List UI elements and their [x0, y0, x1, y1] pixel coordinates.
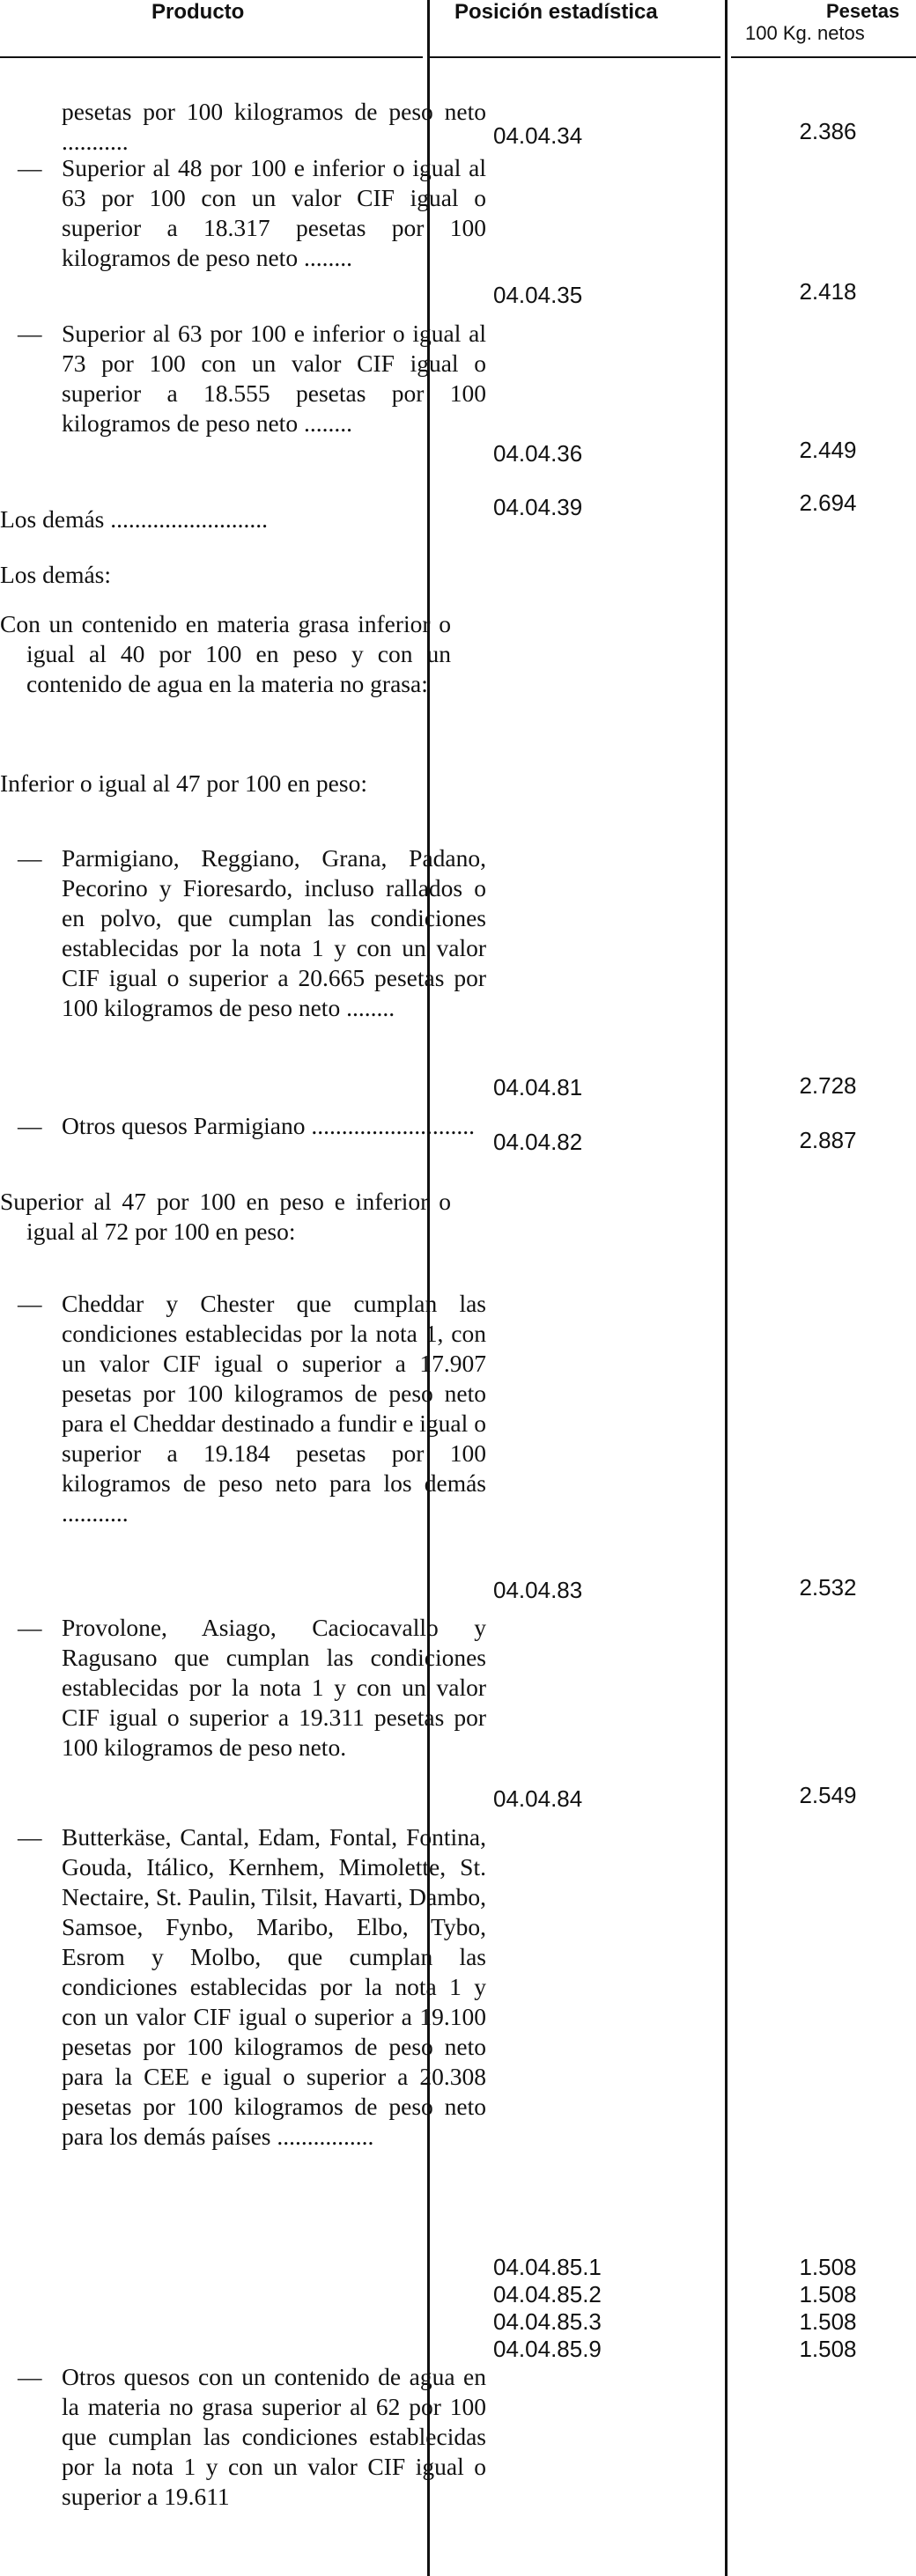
product-item: — Cheddar y Chester que cumplan las condiciones establecidas por la nota 1, con un valor CIF igual o superior a 17.907 pesetas por 100 kilogramos de peso neto para el Cheddar destinado a fundir e igual o superior a 19.184 pesetas por 100 kilogramos de peso neto para los demás ...........	[18, 1290, 486, 1527]
product-item: — Otros quesos Parmigiano ...........................	[18, 1112, 476, 1139]
pesetas-value: 2.549	[799, 1782, 857, 1808]
item-dash: —	[18, 1614, 42, 1641]
product-item: — Otros quesos con un contenido de agua en la materia no grasa superior al 62 por 100 que cumplan las condiciones establecidas por la nota 1 y con un valor CIF igual o superior a 19.611	[18, 2363, 486, 2510]
pesetas-value: 2.449	[799, 437, 857, 463]
position-code: 04.04.85.3	[493, 2308, 602, 2335]
item-dash: —	[18, 320, 42, 347]
pesetas-value: 2.532	[799, 1574, 857, 1601]
position-code: 04.04.83	[493, 1577, 583, 1603]
pesetas-value: 2.728	[799, 1072, 857, 1099]
position-code: 04.04.36	[493, 440, 583, 467]
position-code: 04.04.34	[493, 122, 583, 149]
column-header-pesetas: Pesetas	[826, 0, 900, 22]
position-code: 04.04.84	[493, 1785, 583, 1812]
position-code: 04.04.39	[493, 494, 583, 520]
header-rule-middle	[430, 56, 720, 58]
position-code: 04.04.82	[493, 1129, 583, 1155]
position-code-list	[493, 2254, 602, 2363]
product-item: — Provolone, Asiago, Caciocavallo y Ragusano que cumplan las condiciones establecidas por la nota 1 y con un valor CIF igual o superior a 19.311 pesetas por 100 kilogramos de peso neto.	[18, 1614, 486, 1761]
column-divider-right	[725, 0, 728, 2576]
pesetas-value: 1.508	[799, 2254, 857, 2280]
product-heading: Inferior o igual al 47 por 100 en peso:	[0, 769, 367, 797]
product-heading: Los demás:	[0, 561, 112, 588]
pesetas-value: 2.694	[799, 489, 857, 516]
pesetas-value: 1.508	[799, 2336, 857, 2362]
column-header-producto: Producto	[151, 0, 245, 24]
pesetas-value: 2.887	[799, 1127, 857, 1153]
item-dash: —	[18, 1823, 42, 1851]
product-heading: Superior al 47 por 100 en peso e inferior o igual al 72 por 100 en peso:	[0, 1188, 451, 1245]
item-dash: —	[18, 1112, 42, 1139]
position-code: 04.04.35	[493, 282, 583, 308]
product-item: — Superior al 48 por 100 e inferior o igual al 63 por 100 con un valor CIF igual o superior a 18.317 pesetas por 100 kilogramos de peso neto ........	[18, 154, 486, 271]
pesetas-value: 2.386	[799, 118, 857, 144]
header-rule-right	[731, 56, 916, 58]
pesetas-value-list	[766, 2254, 890, 2363]
position-code: 04.04.85.9	[493, 2336, 602, 2362]
position-code: 04.04.85.2	[493, 2281, 602, 2307]
item-dash: —	[18, 2363, 42, 2390]
pesetas-value: 1.508	[799, 2308, 857, 2335]
position-code: 04.04.81	[493, 1074, 583, 1100]
product-item: — Superior al 63 por 100 e inferior o igual al 73 por 100 con un valor CIF igual o superior a 18.555 pesetas por 100 kilogramos de peso neto ........	[18, 320, 486, 437]
item-dash: —	[18, 844, 42, 872]
column-header-kg: 100 Kg. netos	[745, 22, 865, 44]
column-header-posicion: Posición estadística	[454, 0, 658, 24]
product-item: — Butterkäse, Cantal, Edam, Fontal, Fontina, Gouda, Itálico, Kernhem, Mimolette, St. Nectaire, St. Paulin, Tilsit, Havarti, Dambo, Samsoe, Fynbo, Maribo, Elbo, Tybo, Esrom y Molbo, que cumplan las condiciones establecidas por la nota 1 y con un valor CIF igual o superior a 19.100 pesetas por 100 kilogramos de peso neto para la CEE e igual o superior a 20.308 pesetas por 100 kilogramos de peso neto para los demás países ................	[18, 1823, 486, 2150]
product-heading: Con un contenido en materia grasa inferior o igual al 40 por 100 en peso y con un contenido de agua en la materia no grasa:	[0, 610, 451, 697]
pesetas-value: 1.508	[799, 2281, 857, 2307]
item-dash: —	[18, 154, 42, 181]
item-dash: —	[18, 1290, 42, 1317]
pesetas-value: 2.418	[799, 278, 857, 305]
product-item: — Parmigiano, Reggiano, Grana, Padano, Pecorino y Fioresardo, incluso rallados o en polvo, que cumplan las condiciones establecidas por la nota 1 y con un valor CIF igual o superior a 20.665 pesetas por 100 kilogramos de peso neto ........	[18, 844, 486, 1021]
position-code: 04.04.85.1	[493, 2254, 602, 2280]
product-text: pesetas por 100 kilogramos de peso neto ...........	[62, 98, 486, 155]
product-text: Los demás ..........................	[0, 505, 269, 533]
header-rule-left	[0, 56, 423, 58]
